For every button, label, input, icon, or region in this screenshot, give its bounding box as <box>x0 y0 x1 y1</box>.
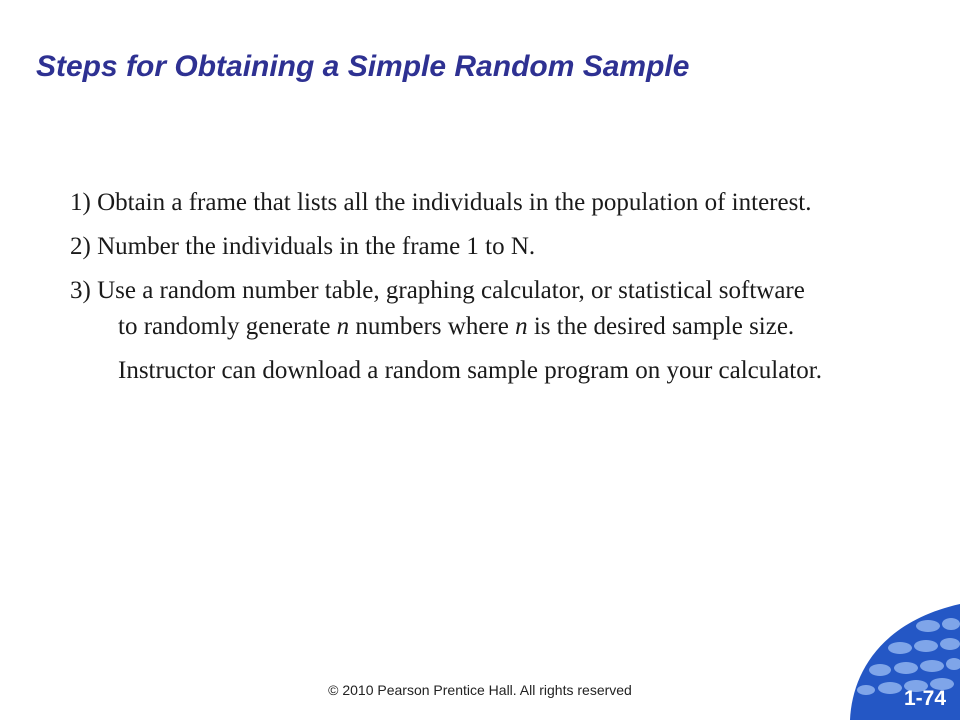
step-2 <box>70 229 830 265</box>
steps-list <box>70 185 830 389</box>
step-3-number: 3) <box>70 277 91 304</box>
instructor-note: Instructor can download a random sample program on your calculator. <box>118 357 822 384</box>
step-2-text: Number the individuals in the frame 1 to N. <box>97 233 536 260</box>
step-3-text-end: is the desired sample size. <box>527 313 795 340</box>
variable-n: n <box>336 313 350 340</box>
step-1 <box>70 185 830 221</box>
step-1-number: 1) <box>70 189 91 216</box>
variable-n: n <box>515 313 528 340</box>
step-1-text: Obtain a frame that lists all the individuals in the population of interest. <box>97 189 812 216</box>
step-3 <box>70 273 830 345</box>
slide-title: Steps for Obtaining a Simple Random Sample <box>36 50 690 83</box>
step-3-text-middle: numbers where <box>349 313 516 340</box>
slide-number: 1-74 <box>903 687 946 710</box>
step-3-text: Use a random number table, graphing calculator, or statistical software to randomly generate <box>97 277 805 340</box>
step-2-number: 2) <box>70 233 91 260</box>
copyright-footer: © 2010 Pearson Prentice Hall. All rights reserved <box>328 682 632 698</box>
